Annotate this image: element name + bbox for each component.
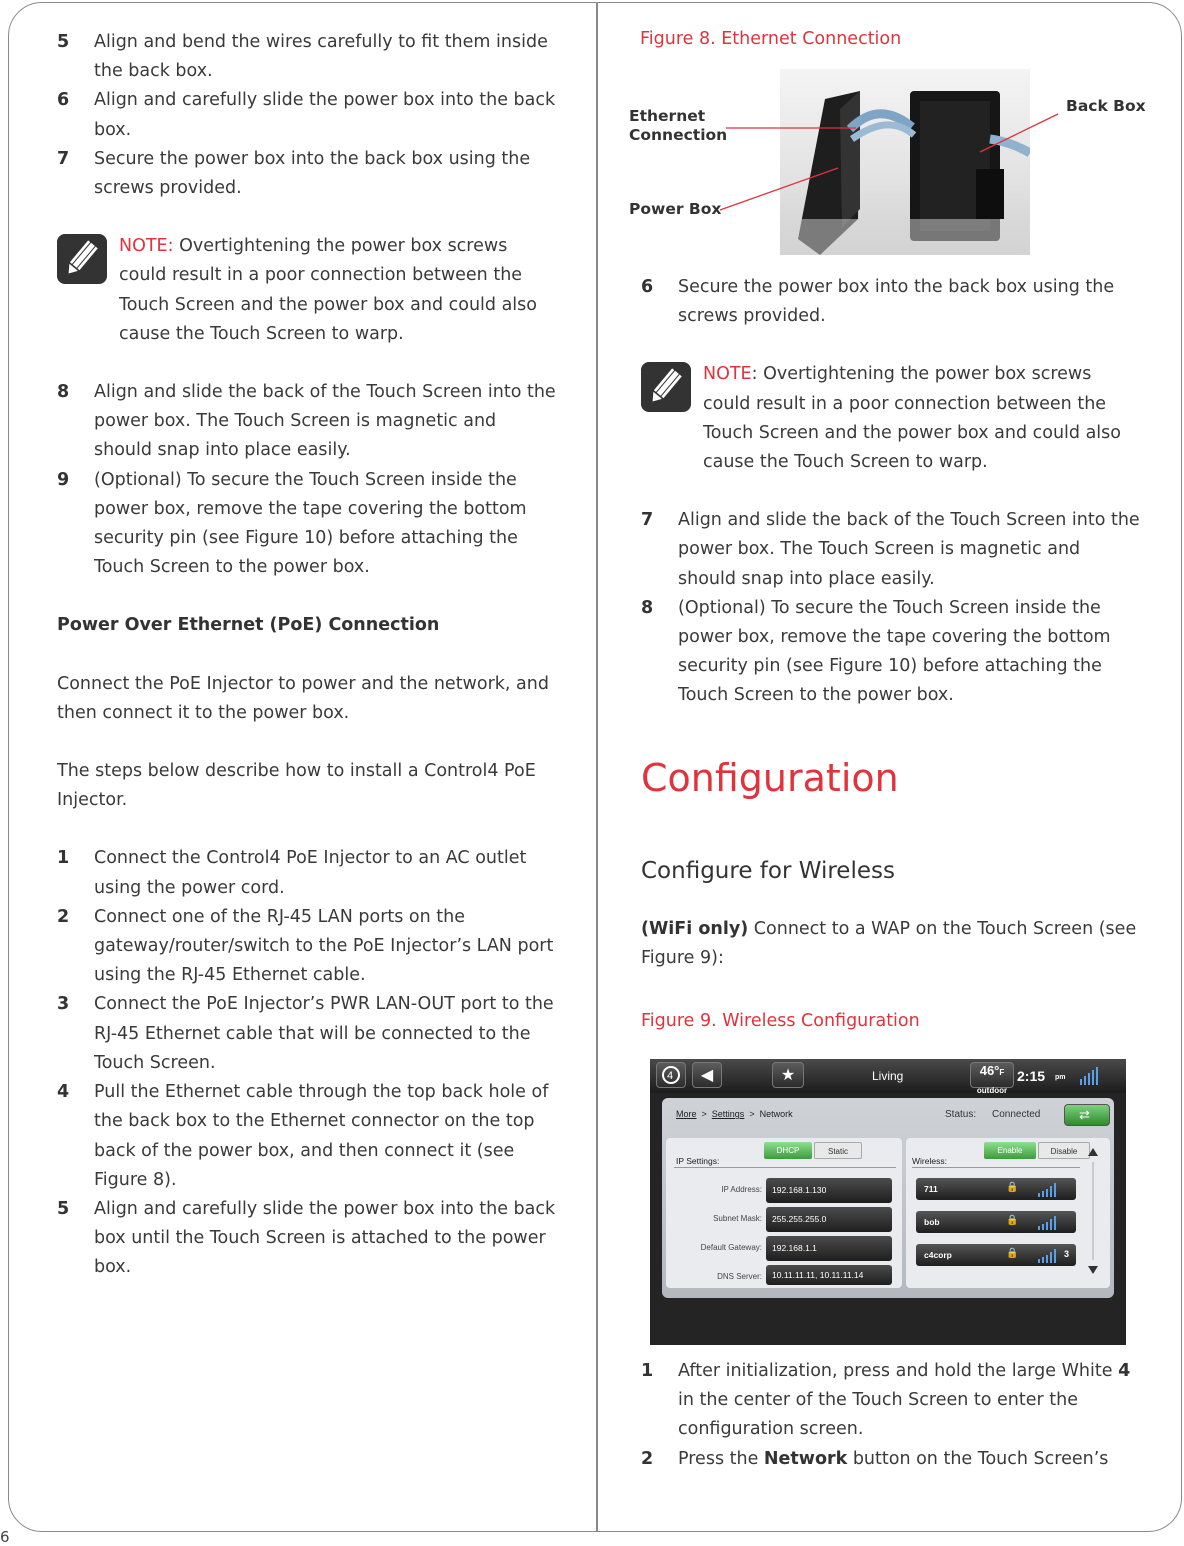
wireless-network-item[interactable]: bob 🔒 [916,1211,1076,1233]
channel-badge: 3 [1064,1249,1070,1259]
list-item: 2 Connect one of the RJ-45 LAN ports on the gateway/router/switch to the PoE Injector’s LAN port using the RJ-45 Ethernet cable. [57,906,554,986]
label-back-box: Back Box [1066,97,1146,115]
note-box: NOTE: Overtightening the power box screws could result in a poor connection between the Touch Screen and the power box and could also cause the Touch Screen to warp. [57,232,557,349]
favorites-star-icon[interactable]: ★ [772,1062,804,1088]
signal-bars-icon [1038,1182,1060,1197]
right-column-a [641,273,1141,711]
wireless-scrollbar[interactable] [1086,1146,1100,1276]
disable-toggle[interactable]: Disable [1038,1142,1090,1159]
network-settings-panel [662,1098,1114,1298]
breadcrumb-more[interactable]: More [676,1109,697,1119]
page-number: 6 [0,1528,10,1546]
list-item: 8 Align and slide the back of the Touch Screen into the power box. The Touch Screen is magnetic and should snap into place easily. [57,382,556,461]
breadcrumb: More > Settings > Network [676,1109,793,1119]
pencil-note-icon [57,234,107,284]
room-name[interactable]: Living [872,1069,904,1083]
signal-bars-icon [1038,1215,1060,1230]
subnet-mask-label: Subnet Mask: [713,1214,762,1223]
control4-logo-icon[interactable] [656,1062,686,1088]
poe-heading: Power Over Ethernet (PoE) Connection [57,615,440,636]
status-label: Status: [945,1109,977,1120]
wifi-paragraph: (WiFi only) Connect to a WAP on the Touch Screen (see Figure 9): [641,919,1137,969]
steps-b [57,378,557,582]
right-column-c [641,1357,1141,1474]
poe-intro-2: The steps below describe how to install a Control4 PoE Injector. [57,761,536,811]
lock-icon: 🔒 [1006,1215,1019,1226]
poe-intro: Connect the PoE Injector to power and the network, and then connect it to the power box. [57,673,549,723]
list-item: 6 Secure the power box into the back box using the screws provided. [641,277,1115,327]
svg-text:4: 4 [667,1070,674,1082]
list-item: 7 Align and slide the back of the Touch Screen into the power box. The Touch Screen is magnetic and should snap into place easily. [641,510,1140,589]
wireless-network-item[interactable]: 711 🔒 [916,1178,1076,1200]
poe-steps [57,844,557,1282]
wireless-network-item[interactable]: c4corp 🔒 3 [916,1244,1076,1266]
lock-icon: 🔒 [1006,1248,1019,1259]
wireless-label: Wireless: [912,1156,947,1166]
lock-icon: 🔒 [1006,1182,1019,1193]
label-power-box: Power Box [629,200,722,218]
list-item: 9 (Optional) To secure the Touch Screen inside the power box, remove the tape covering the bottom security pin (see Figure 10) before attaching the Touch Screen to the power box. [57,469,527,578]
ip-address-label: IP Address: [721,1185,762,1194]
clock-time: 2:15 [1017,1068,1046,1084]
subnet-mask-field[interactable]: 255.255.255.0 [766,1207,892,1232]
breadcrumb-settings[interactable]: Settings [711,1109,745,1119]
refresh-network-button[interactable] [1064,1104,1110,1126]
default-gateway-field[interactable]: 192.168.1.1 [766,1236,892,1261]
weather-widget[interactable]: 46°F outdoor [970,1062,1014,1088]
list-item: 3 Connect the PoE Injector’s PWR LAN-OUT port to the RJ-45 Ethernet cable that will be connected to the Touch Screen. [57,994,554,1073]
breadcrumb-network: Network [759,1109,793,1119]
figure-9-caption: Figure 9. Wireless Configuration [641,1011,920,1031]
back-arrow-icon[interactable]: ◀ [692,1062,722,1088]
enable-toggle[interactable]: Enable [984,1142,1036,1159]
static-toggle[interactable]: Static [814,1142,862,1159]
figure-8 [626,60,1166,260]
list-item: 1 After initialization, press and hold the large White 4 in the center of the Touch Screen to enter the configuration screen. [641,1361,1131,1440]
list-item: 7 Secure the power box into the back box using the screws provided. [57,148,531,199]
list-item: 4 Pull the Ethernet cable through the top back hole of the back box to the Ethernet connector on the top back of the power box, and then connect it (see Figure 8). [57,1082,549,1190]
refresh-icon: ⇄ [1079,1107,1090,1122]
list-item: 1 Connect the Control4 PoE Injector to an AC outlet using the power cord. [57,848,527,898]
touch-screen-figure [650,1059,1126,1345]
dns-server-label: DNS Server: [717,1272,762,1281]
status-value: Connected [992,1109,1041,1120]
list-item: 5 Align and bend the wires carefully to fit them inside the back box. [57,32,548,82]
touch-top-bar [650,1059,1126,1093]
list-item: 2 Press the Network button on the Touch Screen’s [641,1448,1109,1469]
label-ethernet-connection: Ethernet Connection [629,107,728,144]
clock-ampm: pm [1055,1074,1066,1081]
column-divider [596,2,598,1532]
dns-server-field[interactable]: 10.11.11.11, 10.11.11.14 [766,1265,892,1285]
ip-address-field[interactable]: 192.168.1.130 [766,1178,892,1203]
ip-settings-section [666,1138,902,1288]
dhcp-toggle[interactable]: DHCP [764,1142,812,1159]
wireless-section [906,1138,1110,1288]
note-box: NOTE: Overtightening the power box screws could result in a poor connection between the Touch Screen and the power box and could also cause the Touch Screen to warp. [641,360,1141,477]
list-item: 6 Align and carefully slide the power box into the back box. [57,90,556,140]
ip-settings-label: IP Settings: [676,1156,720,1166]
signal-bars-icon [1038,1248,1060,1263]
figure-8-caption: Figure 8. Ethernet Connection [640,29,902,49]
signal-strength-icon [1080,1067,1100,1090]
list-item: 8 (Optional) To secure the Touch Screen inside the power box, remove the tape covering the bottom security pin (see Figure 10) before attaching the Touch Screen to the power box. [641,597,1111,706]
configuration-heading: Configuration [641,756,899,800]
left-column [57,28,557,1283]
default-gateway-label: Default Gateway: [700,1243,762,1252]
steps-a [57,28,557,203]
list-item: 5 Align and carefully slide the power box into the back box until the Touch Screen is attached to the power box. [57,1198,556,1278]
configure-wireless-heading: Configure for Wireless [641,858,895,884]
pencil-note-icon [641,362,691,412]
